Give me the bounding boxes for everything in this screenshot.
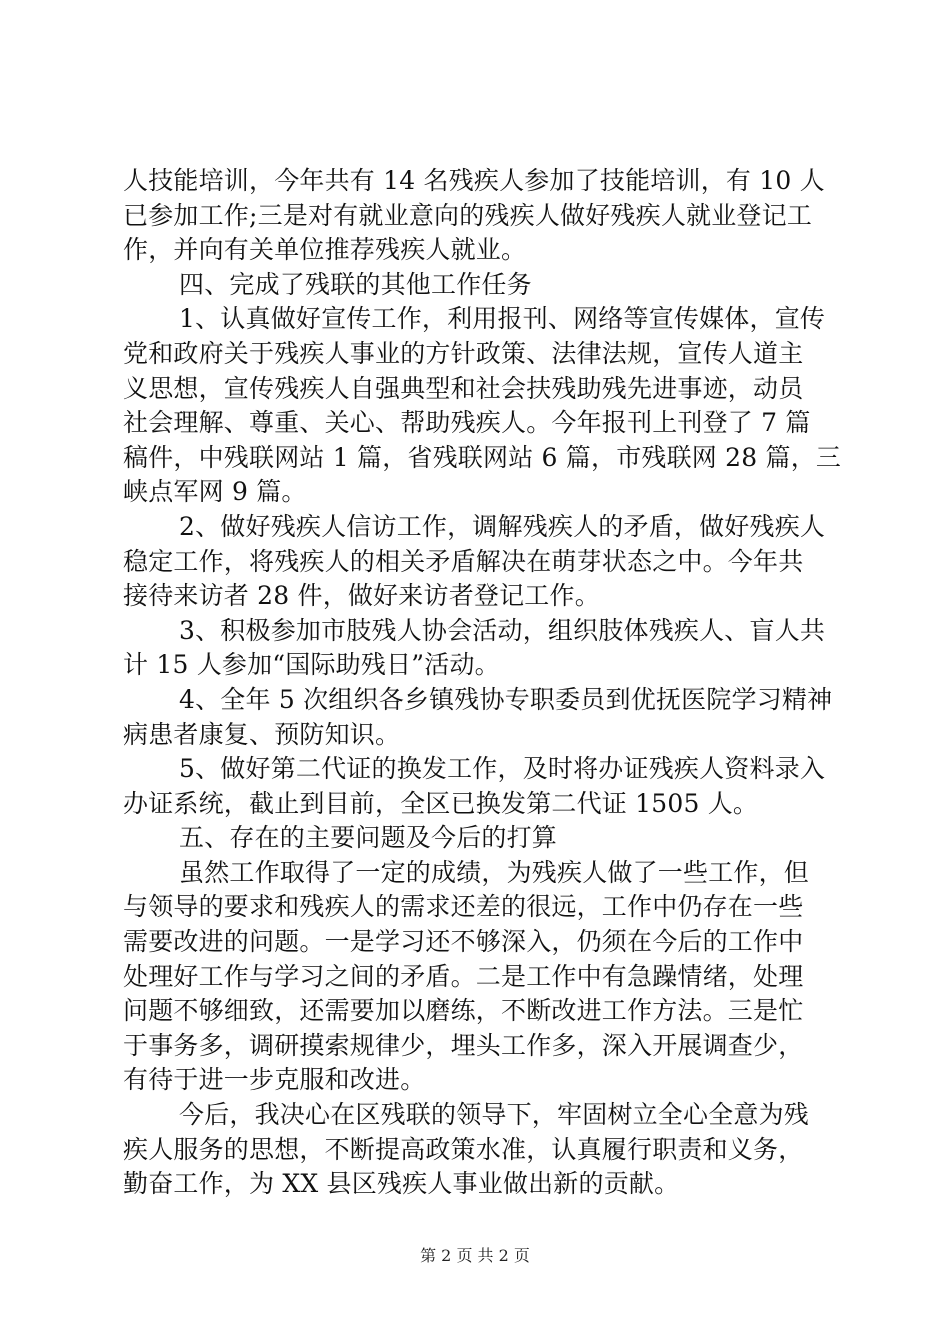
text-line: 社会理解、尊重、关心、帮助残疾人。今年报刊上刊登了 7 篇 [123,408,811,438]
text-line: 于事务多，调研摸索规律少，埋头工作多，深入开展调查少， [123,1030,804,1060]
text-line: 4、全年 5 次组织各乡镇残协专职委员到优抚医院学习精神 [179,684,833,714]
text-line: 办证系统，截止到目前，全区已换发第二代证 1505 人。 [123,788,759,818]
text-line: 峡点军网 9 篇。 [123,477,307,507]
section-heading: 四、完成了残联的其他工作任务 [179,269,532,299]
text-line: 义思想，宣传残疾人自强典型和社会扶残助残先进事迹，动员 [123,373,804,403]
text-line: 需要改进的问题。一是学习还不够深入，仍须在今后的工作中 [123,927,804,957]
text-line: 问题不够细致，还需要加以磨练，不断改进工作方法。三是忙 [123,996,804,1026]
text-line: 3、积极参加市肢残人协会活动，组织肢体残疾人、盲人共 [179,615,826,645]
text-line: 处理好工作与学习之间的矛盾。二是工作中有急躁情绪，处理 [123,961,804,991]
text-line: 稿件，中残联网站 1 篇，省残联网站 6 篇，市残联网 28 篇，三 [123,442,842,472]
text-line: 与领导的要求和残疾人的需求还差的很远，工作中仍存在一些 [123,892,804,922]
text-line: 计 15 人参加“国际助残日”活动。 [123,650,500,680]
text-line: 虽然工作取得了一定的成绩，为残疾人做了一些工作，但 [179,857,810,887]
text-line: 疾人服务的思想，不断提高政策水准，认真履行职责和义务， [123,1134,804,1164]
text-line: 稳定工作，将残疾人的相关矛盾解决在萌芽状态之中。今年共 [123,546,804,576]
text-line: 2、做好残疾人信访工作，调解残疾人的矛盾，做好残疾人 [179,511,826,541]
text-line: 人技能培训，今年共有 14 名残疾人参加了技能培训，有 10 人 [123,166,825,195]
text-line: 1、认真做好宣传工作，利用报刊、网络等宣传媒体，宣传 [179,304,826,334]
text-line: 今后，我决心在区残联的领导下，牢固树立全心全意为残 [179,1100,810,1130]
text-line: 接待来访者 28 件，做好来访者登记工作。 [123,581,600,611]
text-line: 5、做好第二代证的换发工作，及时将办证残疾人资料录入 [179,754,826,784]
document-body [123,164,842,1202]
text-line: 作，并向有关单位推荐残疾人就业。 [123,235,527,265]
text-line: 有待于进一步克服和改进。 [123,1065,426,1095]
text-line: 勤奋工作，为 XX 县区残疾人事业做出新的贡献。 [123,1169,680,1199]
section-heading: 五、存在的主要问题及今后的打算 [179,823,558,853]
text-line: 党和政府关于残疾人事业的方针政策、法律法规，宣传人道主 [123,338,804,368]
page-footer: 第 2 页 共 2 页 [420,1246,530,1265]
text-line: 病患者康复、预防知识。 [123,719,401,749]
text-line: 已参加工作;三是对有就业意向的残疾人做好残疾人就业登记工 [123,200,813,230]
